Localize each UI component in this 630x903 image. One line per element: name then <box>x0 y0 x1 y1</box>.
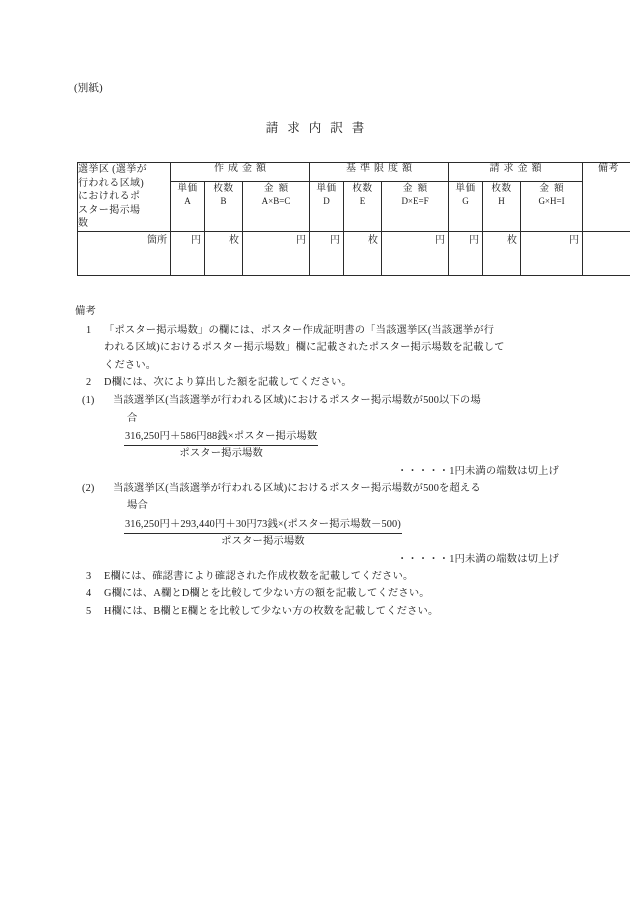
attachment-label: (別紙) <box>74 83 103 94</box>
claim-breakdown-table-wrapper <box>77 162 620 276</box>
formula-case-2-fraction <box>124 516 402 550</box>
formula-case-1 <box>74 428 564 480</box>
subheader-unit-price-a <box>171 181 205 231</box>
subheader-code-i: G×H=I <box>538 195 565 206</box>
note-subitem-2-1 <box>74 392 564 427</box>
note-number-1: 1 <box>86 324 92 336</box>
formula-case-1-denominator: ポスター掲示場数 <box>179 448 263 460</box>
header-election-district-line-5: 数 <box>78 218 89 230</box>
header-election-district-line-1: 選挙区 (選挙が <box>78 164 148 175</box>
header-standard-limit: 基準限度額 <box>310 163 449 182</box>
subheader-label-c: 金額 <box>263 182 294 194</box>
cell-amount-i[interactable] <box>521 231 583 275</box>
cell-unit-price-g[interactable] <box>449 231 483 275</box>
subheader-unit-price-g <box>449 181 483 231</box>
header-remarks: 備考 <box>583 163 630 232</box>
formula-case-2-rounding-note: ・・・・・1円未満の端数は切上げ <box>396 553 559 565</box>
unit-yen-f: 円 <box>435 234 446 246</box>
note-body-2 <box>104 374 564 392</box>
unit-yen-a: 円 <box>191 234 201 246</box>
note-subitem-number-2-1: (1) <box>82 394 95 406</box>
note-2-2-line-1: 当該選挙区(当該選挙が行われる区域)におけるポスター掲示場数が500を超える <box>113 482 481 494</box>
subheader-code-g: G <box>462 195 469 206</box>
page-title: 請求内訳書 <box>265 121 374 135</box>
note-item-1 <box>74 322 564 375</box>
header-election-district-line-3: におけれるポ <box>78 191 141 203</box>
subheader-label-g: 単価 <box>455 182 476 194</box>
note-body-1 <box>104 322 564 375</box>
formula-case-1-numerator: 316,250円＋586円88銭×ポスター掲示場数 <box>124 429 318 446</box>
formula-case-2-numerator: 316,250円＋293,440円＋30円73銭×(ポスター掲示場数－500) <box>124 517 402 534</box>
cell-amount-c[interactable] <box>243 231 310 275</box>
unit-yen-c: 円 <box>296 234 307 246</box>
note-item-4 <box>74 585 564 603</box>
notes-tail-group <box>74 568 564 621</box>
note-2-line-1: D欄には、次により算出した額を記載してください。 <box>104 377 352 389</box>
note-4-line-1: G欄には、A欄とD欄とを比較して少ない方の額を記載してください。 <box>104 588 430 600</box>
unit-yen-d: 円 <box>330 234 341 246</box>
table-group-header-row <box>78 163 630 182</box>
note-number-4: 4 <box>86 588 92 600</box>
note-number-5: 5 <box>86 605 92 617</box>
formula-case-1-fraction <box>124 428 318 462</box>
subheader-label-a: 単価 <box>177 182 198 194</box>
note-2-1-line-1: 当該選挙区(当該選挙が行われる区域)におけるポスター掲示場数が500以下の場 <box>113 394 481 406</box>
note-body-3 <box>104 568 564 586</box>
subheader-sheets-h <box>483 181 521 231</box>
subheader-code-f: D×E=F <box>401 195 429 206</box>
table-row <box>78 231 630 275</box>
formula-case-1-rounding-note: ・・・・・1円未満の端数は切上げ <box>396 465 559 477</box>
cell-poster-site-count[interactable] <box>78 231 171 275</box>
header-claim-amount: 請求金額 <box>449 163 583 182</box>
cell-sheets-b[interactable] <box>205 231 243 275</box>
note-2-2-line-2: 場合 <box>127 500 148 512</box>
formula-case-2-denominator: ポスター掲示場数 <box>221 535 305 547</box>
note-item-2 <box>74 374 564 392</box>
cell-sheets-e[interactable] <box>344 231 382 275</box>
note-subitem-body-2-1 <box>113 392 564 427</box>
unit-yen-g: 円 <box>469 234 480 246</box>
note-subitem-body-2-2 <box>113 480 564 515</box>
note-1-line-2: われる区域)におけるポスター掲示場数」欄に記載されたポスター掲示場数を記載して <box>104 342 505 354</box>
notes-heading: 備考 <box>75 306 96 317</box>
subheader-code-h: H <box>498 195 505 206</box>
subheader-label-d: 単価 <box>316 182 337 194</box>
note-item-5 <box>74 603 564 621</box>
cell-unit-price-d[interactable] <box>310 231 344 275</box>
claim-breakdown-table <box>77 162 630 276</box>
subheader-sheets-b <box>205 181 243 231</box>
subheader-unit-price-d <box>310 181 344 231</box>
unit-mai-e: 枚 <box>368 234 379 246</box>
subheader-label-i: 金額 <box>539 182 569 194</box>
subheader-code-a: A <box>184 195 191 206</box>
header-election-district-line-2: 行われる区域) <box>78 177 145 189</box>
formula-case-2 <box>74 516 564 568</box>
subheader-label-f: 金額 <box>402 182 433 194</box>
unit-mai-h: 枚 <box>507 234 518 246</box>
note-1-line-3: ください。 <box>104 359 157 371</box>
unit-kasho: 箇所 <box>147 234 167 246</box>
subheader-amount-c <box>243 181 310 231</box>
note-3-line-1: E欄には、確認書により確認された作成枚数を記載してください。 <box>104 570 414 582</box>
header-election-district-line-4: スター掲示場 <box>78 204 141 216</box>
cell-amount-f[interactable] <box>382 231 449 275</box>
cell-unit-price-a[interactable] <box>171 231 205 275</box>
subheader-label-b: 枚数 <box>213 182 234 194</box>
note-2-1-line-2: 合 <box>127 412 138 424</box>
cell-remarks[interactable] <box>583 231 630 275</box>
note-5-line-1: H欄には、B欄とE欄とを比較して少ない方の枚数を記載してください。 <box>104 605 439 617</box>
header-election-district <box>78 163 171 232</box>
subheader-code-d: D <box>323 195 330 206</box>
note-body-4 <box>104 585 564 603</box>
subheader-code-c: A×B=C <box>261 195 291 206</box>
notes-section <box>74 303 564 620</box>
note-subitem-number-2-2: (2) <box>82 482 95 494</box>
cell-sheets-h[interactable] <box>483 231 521 275</box>
subheader-label-h: 枚数 <box>491 182 512 194</box>
note-subitem-2-2 <box>74 480 564 515</box>
subheader-amount-i <box>521 181 583 231</box>
unit-mai-b: 枚 <box>229 234 239 246</box>
subheader-sheets-e <box>344 181 382 231</box>
note-1-line-1: 「ポスター掲示場数」の欄には、ポスター作成証明書の「当該選挙区(当該選挙が行 <box>104 324 495 336</box>
header-creation-amount: 作成金額 <box>171 163 310 182</box>
note-number-3: 3 <box>86 570 92 582</box>
note-item-3 <box>74 568 564 586</box>
unit-yen-i: 円 <box>569 234 580 246</box>
note-body-5 <box>104 603 564 621</box>
subheader-code-e: E <box>359 195 366 206</box>
subheader-amount-f <box>382 181 449 231</box>
note-number-2: 2 <box>86 377 92 389</box>
subheader-label-e: 枚数 <box>352 182 373 194</box>
subheader-code-b: B <box>220 195 227 206</box>
